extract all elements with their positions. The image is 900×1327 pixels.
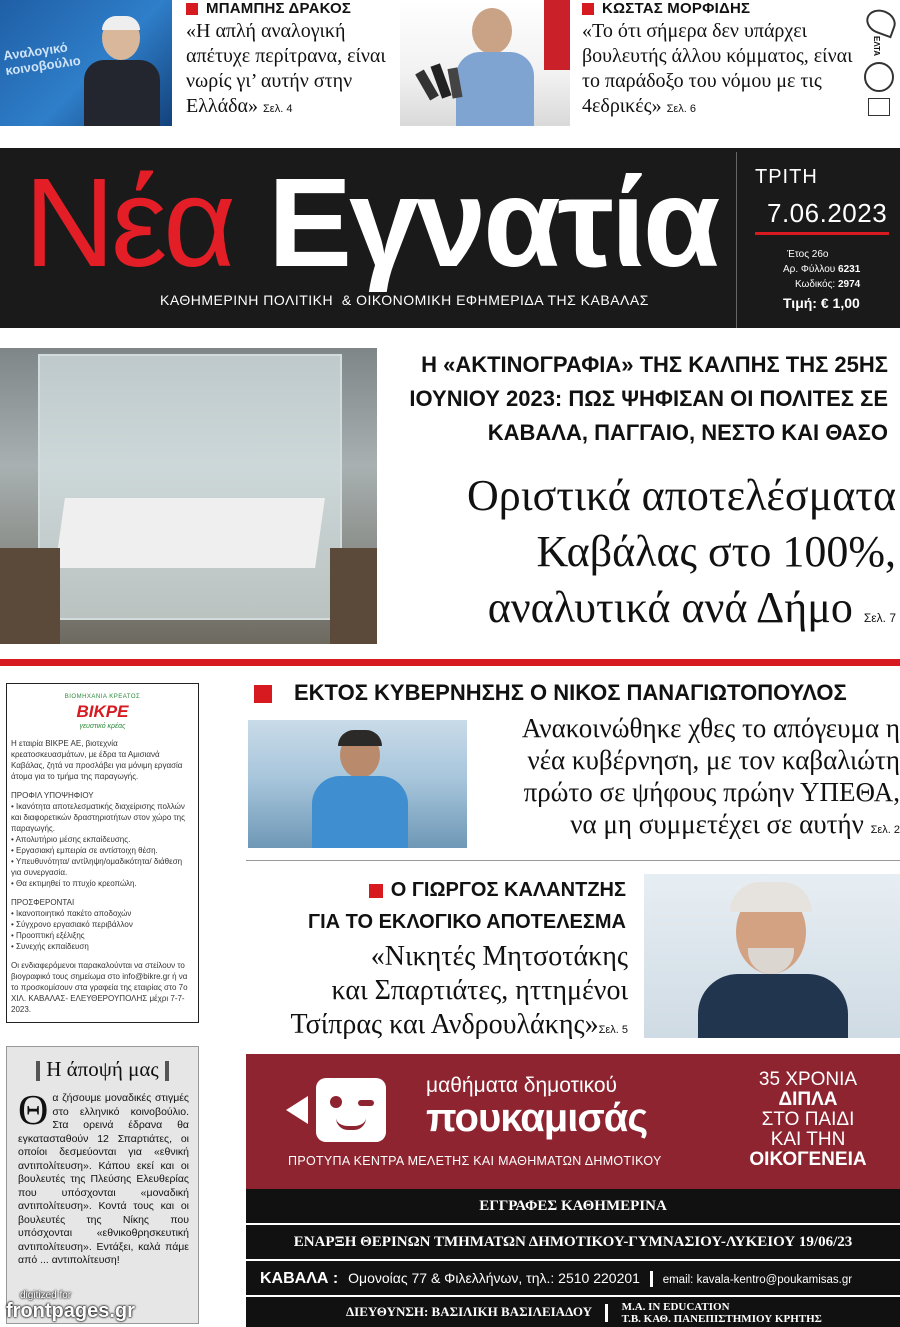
code-number: 2974 [837,279,861,290]
lead-title-line: αναλυτικά ανά Δήμο [487,583,853,632]
teaser2-photo [400,0,570,126]
job-ad-profile-item: • Ικανότητα αποτελεσματικής διαχείρισης πολλών και διαφορετικών δραστηριοτήτων στον χώρο της παραγωγής. [11,802,185,833]
ad-address: Ομονοίας 77 & Φιλελλήνων, τηλ.: 2510 220201 [348,1270,640,1286]
ad-years: 35 ΧΡΟΝΙΑ [758,1069,858,1090]
ad-city: ΚΑΒΑΛΑ : [260,1270,339,1287]
job-ad-offer-item: • Συνεχής εκπαίδευση [11,942,89,951]
bullet-square-icon [582,3,594,15]
lead-kicker-line: ΙΟΥΝΙΟΥ 2023: ΠΩΣ ΨΗΦΙΣΑΝ ΟΙ ΠΟΛΙΤΕΣ ΣΕ [409,386,888,411]
bullet-square-icon [369,884,383,898]
issue-number-label: Αρ. Φύλλου [783,264,836,275]
job-ad-profile-item: • Υπευθυνότητα/ αντίληψη/ομαδικότητα/ διάθεση για συνεργασία. [11,857,183,877]
issue-day: ΤΡΙΤΗ [755,166,818,188]
story-divider [246,860,900,861]
lead-title-line: Οριστικά αποτελέσματα [467,471,896,520]
elta-bird-icon [863,6,899,39]
story2-line: Ανακοινώθηκε χθες το απόγευμα η [521,713,900,743]
story3-quote[interactable] [250,940,628,1047]
job-ad-profile-item: • Απολυτήριο μέσης εκπαίδευσης. [11,835,131,844]
teaser1-text: «Η απλή αναλογική απέτυχε περίτρανα, είναι νωρίς γι’ αυτήν στην Ελλάδα» [186,20,386,117]
ad-brand-line1: μαθήματα δημοτικού [426,1074,618,1097]
teaser2-text: «Το ότι σήμερα δεν υπάρχει βουλευτής άλλου κόμματος, είναι το παράδοξο του νόμου με τις 4εδρικές» [582,20,853,117]
story2-kicker: ΕΚΤΟΣ ΚΥΒΕΡΝΗΣΗΣ Ο ΝΙΚΟΣ ΠΑΝΑΓΙΩΤΟΠΟΥΛΟΣ [294,680,847,705]
section-divider [0,659,900,666]
date-underline [755,232,889,235]
microphones-icon [418,62,466,102]
story2-line: να μη συμμετέχει σε αυτήν [570,809,864,839]
ad-slogan-line: ΔΙΠΛΑ [778,1089,838,1110]
teaser1-photo [0,0,172,126]
job-ad-outro: Οι ενδιαφερόμενοι παρακαλούνται να στείλουν το βιογραφικό τους σημείωμα στο info@bikre.gr ή να το προσκομίσουν στα γραφεία της εταιρίας στο 7ο ΧΙΛ. ΚΑΒΑΛΑΣ- ΕΛΕΥΘΕΡΟΥΠΟΛΗΣ μέχρι 7-7-2023. [11,961,188,1014]
story3-line: «Νικητές Μητσοτάκης [370,941,628,972]
lead-title-line: Καβάλας στο 100%, [536,527,896,576]
lead-kicker-line: Η «ΑΚΤΙΝΟΓΡΑΦΙΑ» ΤΗΣ ΚΑΛΠΗΣ ΤΗΣ 25ΗΣ [421,352,888,377]
logo-egnatia: Εγνατία [268,152,718,293]
job-ad-offer-item: • Σύγχρονο εργασιακό περιβάλλον [11,920,133,929]
panagiotopoulos-photo [248,720,467,848]
story3-kicker-line: Ο ΓΙΩΡΓΟΣ ΚΑΛΑΝΤΖΗΣ [390,879,626,901]
watermark-line2: frontpages.gr [6,1300,135,1322]
story3-kicker-line: ΓΙΑ ΤΟ ΕΚΛΟΓΙΚΟ ΑΠΟΤΕΛΕΣΜΑ [308,911,626,933]
logo-nea: Νέα [24,152,233,293]
job-ad [6,683,199,1023]
teaser1-page: Σελ. 4 [263,103,293,115]
ad-row-contact [246,1261,900,1295]
story2-line: πρώτο σε ψήφους πρώην ΥΠΕΘΑ, [523,777,900,807]
job-ad-offer-title: ΠΡΟΣΦΕΡΟΝΤΑΙ [11,898,75,907]
ad-director: ΔΙΕΥΘΥΝΣΗ: ΒΑΣΙΛΙΚΗ ΒΑΣΙΛΕΙΑΔΟΥ [346,1304,593,1319]
story2-kicker-row [254,680,900,706]
job-ad-offer-item: • Προοπτική εξέλιξης [11,931,85,940]
story2-body[interactable] [474,712,900,846]
issue-price: Τιμή: € 1,00 [783,295,860,311]
job-ad-brand: ΒΙΚΡΕ [76,702,129,721]
story2-page: Σελ. 2 [870,824,900,836]
teaser1-kicker: ΜΠΑΜΠΗΣ ΔΡΑΚΟΣ [206,0,352,17]
job-ad-intro: Η εταιρία ΒΙΚΡΕ ΑΕ, βιοτεχνία κρεατοσκευασμάτων, με έδρα τα Αμισιανά Καβάλας, ζητά να προσλάβει για μόνιμη εργασία άτομα για το τμήμα της παραγωγής. [11,739,183,781]
lead-headline[interactable] [386,468,896,646]
ad-row-director [246,1297,900,1327]
opinion-drop-cap: Θ [18,1088,49,1134]
ballot-box-photo [0,348,377,644]
opinion-title: Η άποψή μας [46,1057,159,1081]
ad-slogan-line: ΣΤΟ ΠΑΙΔΙ [761,1109,855,1130]
poukamisas-ad[interactable] [246,1054,900,1189]
ad-row-summer: ΕΝΑΡΞΗ ΘΕΡΙΝΩΝ ΤΜΗΜΑΤΩΝ ΔΗΜΟΤΙΚΟΥ-ΓΥΜΝΑΣΙΟΥ-ΛΥΚΕΙΟΥ 19/06/23 [246,1225,900,1259]
story3-page: Σελ. 5 [598,1024,628,1036]
bullet-square-icon [254,685,272,703]
ad-subtitle: ΠΡΟΤΥΠΑ ΚΕΝΤΡΑ ΜΕΛΕΤΗΣ ΚΑΙ ΜΑΘΗΜΑΤΩΝ ΔΗΜΟΤΙΚΟΥ [288,1154,662,1168]
job-ad-brand-sub: γευστικό κρέας [79,723,126,730]
seal-icon [864,62,894,92]
lead-kicker [386,348,888,450]
speaker-figure [80,16,160,126]
ad-credential: Μ.Α. IN EDUCATION [621,1301,730,1314]
opinion-column[interactable] [6,1046,199,1324]
teaser1-photo-caption: Αναλογικό κοινοβούλιο [2,39,82,79]
elta-label: ΕΛΤΑ [872,36,881,57]
story3-kicker [300,874,626,938]
opinion-text: α ζήσουμε μοναδικές στιγμές στο ελληνικό κοινοβούλιο. Στα ορεινά έδρανα θα εγκατασταθούν 12 Σπαρτιάτες, οι οποίοι δεσμεύονται για «εθνική αντιπολίτευση». Κάπου εκεί και οι βουλευτές της Πλεύσης Ελευθερίας που υπόσχονται «μοναδική αντιπολίτευση». Κοντά τους και οι βουλευτές της Νίκης που υπόσχονται «εθνικοθρησκευτική αντιπολίτευση». Εντάξει, καλά πάμε από ... αντιπολίτευση! [18,1092,189,1266]
teaser2-page: Σελ. 6 [666,103,697,115]
job-ad-brand-top: ΒΙΟΜΗΧΑΝΙΑ ΚΡΕΑΤΟΣ [64,694,141,700]
ad-row-registration: ΕΓΓΡΑΦΕΣ ΚΑΘΗΜΕΡΙΝΑ [246,1189,900,1223]
kalantzis-photo [644,874,900,1038]
lead-kicker-line: ΚΑΒΑΛΑ, ΠΑΓΓΑΙΟ, ΝΕΣΤΟ ΚΑΙ ΘΑΣΟ [487,420,888,445]
ad-email[interactable]: email: kavala-kentro@poukamisas.gr [662,1274,853,1286]
issue-date: 7.06.2023 [767,198,888,228]
code-label: Κωδικός: [795,279,836,290]
elta-stamp [862,10,896,130]
watermark [6,1290,135,1321]
ad-slogan-line: ΟΙΚΟΓΕΝΕΙΑ [749,1149,867,1170]
story3-line: Τσίπρας και Ανδρουλάκης» [290,1009,599,1040]
ad-brand-line2: πουκαμισάς [426,1096,648,1140]
issue-number: 6231 [838,264,861,275]
story2-line: νέα κυβέρνηση, με τον καβαλιώτη [527,745,900,775]
teaser2-kicker: ΚΩΣΤΑΣ ΜΟΡΦΙΔΗΣ [602,0,751,17]
teaser1[interactable] [186,0,386,122]
bullet-square-icon [186,3,198,15]
job-ad-profile-title: ΠΡΟΦΙΛ ΥΠΟΨΗΦΙΟΥ [11,791,94,800]
lead-page: Σελ. 7 [863,611,896,625]
date-box [736,152,900,328]
job-ad-profile-item: • Εργασιακή εμπειρία σε αντίστοιχη θέση. [11,846,158,855]
tv-logo-icon [286,1078,406,1148]
issue-year: Έτος 26ο [787,249,829,260]
ad-slogan-line: ΚΑΙ ΤΗΝ [770,1129,846,1150]
teaser2[interactable] [582,0,854,122]
job-ad-profile-item: • Θα εκτιμηθεί το πτυχίο κρεοπώλη. [11,879,137,888]
ad-credential: Τ.Β. ΚΑΘ. ΠΑΝΕΠΙΣΤΗΜΙΟΥ ΚΡΗΤΗΣ [621,1313,822,1326]
watermark-line1: digitized for [20,1290,72,1301]
story3-line: και Σπαρτιάτες, ηττημένοι [331,975,628,1006]
masthead-tagline: ΚΑΘΗΜΕΡΙΝΗ ΠΟΛΙΤΙΚΗ & ΟΙΚΟΝΟΜΙΚΗ ΕΦΗΜΕΡΙΔΑ ΤΗΣ ΚΑΒΑΛΑΣ [160,292,649,308]
job-ad-offer-item: • Ικανοποιητικό πακέτο αποδοχών [11,909,132,918]
